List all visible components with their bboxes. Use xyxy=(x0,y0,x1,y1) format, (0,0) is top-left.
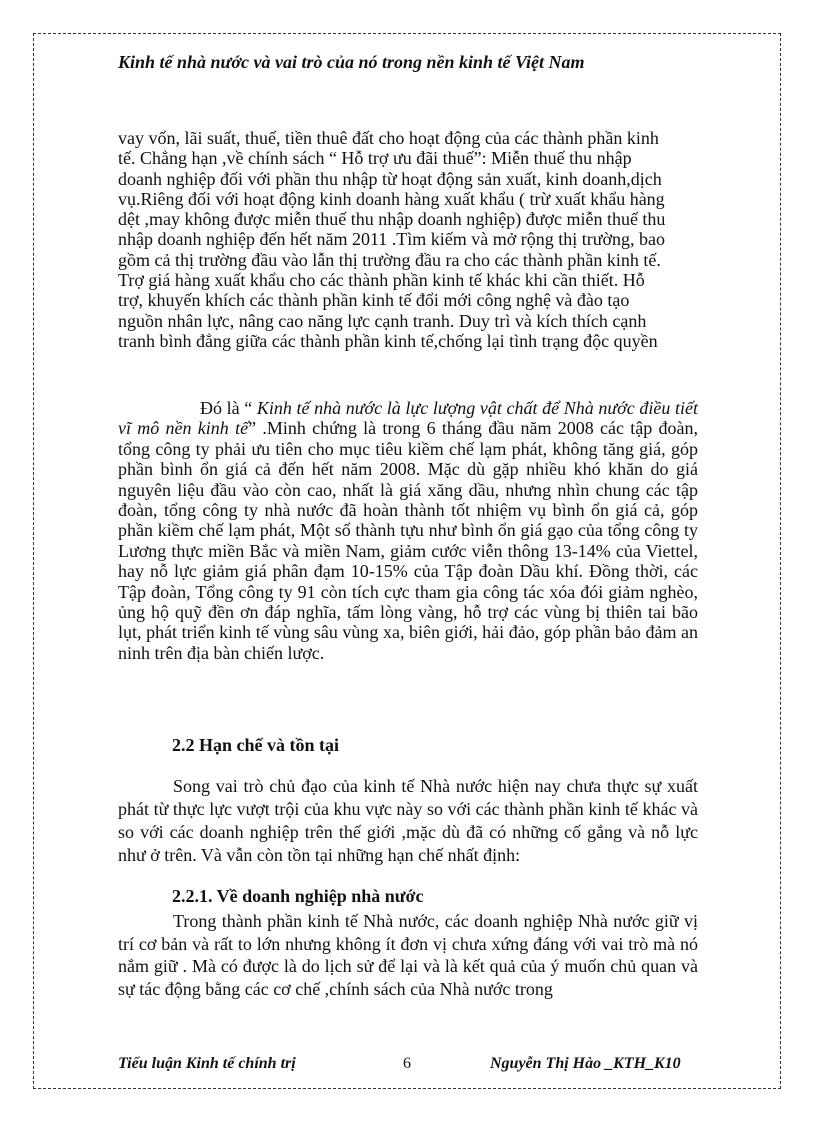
text-line: tranh bình đẳng giữa các thành phần kinh tế,chống lại tình trạng độc quyền xyxy=(118,330,658,351)
paragraph-1 xyxy=(118,128,698,351)
section-heading-2-2-1: 2.2.1. Về doanh nghiệp nhà nước xyxy=(172,886,424,906)
paragraph-2-quote: Kinh tế nhà nước là lực lượng vật chất để Nhà nước điều tiết vĩ mô nền kinh tế xyxy=(118,398,698,439)
text-line: nhập doanh nghiệp đến hết năm 2011 .Tìm kiếm và mở rộng thị trường, bao xyxy=(118,229,666,250)
text-line: Trợ giá hàng xuất khẩu cho các thành phần kinh tế khác khi cần thiết. Hỗ xyxy=(118,270,645,291)
footer-right: Nguyễn Thị Hào _KTH_K10 xyxy=(490,1055,681,1072)
text-line: vụ.Riêng đối với hoạt động kinh doanh hàng xuất khẩu ( trừ xuất khẩu hàng xyxy=(118,188,665,209)
text-line: tế. Chẳng hạn ,về chính sách “ Hỗ trợ ưu đãi thuế”: Miễn thuế thu nhập xyxy=(118,148,632,169)
footer-page-number: 6 xyxy=(403,1055,411,1072)
text-line: nguồn nhân lực, nâng cao năng lực cạnh tranh. Duy trì và kích thích cạnh xyxy=(118,310,647,331)
text-line: vay vốn, lãi suất, thuế, tiền thuê đất cho hoạt động của các thành phần kinh xyxy=(118,128,659,148)
section-heading-2-2: 2.2 Hạn chế và tồn tại xyxy=(172,735,340,755)
footer-left: Tiểu luận Kinh tế chính trị xyxy=(118,1055,296,1072)
text-line: doanh nghiệp đối với phần thu nhập từ hoạt động sản xuất, kinh doanh,dịch xyxy=(118,168,662,189)
text-line: trợ, khuyến khích các thành phần kinh tế đổi mới công nghệ và đào tạo xyxy=(118,290,630,311)
paragraph-2-lead: Đó là “ xyxy=(200,398,257,418)
page-header: Kinh tế nhà nước và vai trò của nó trong nền kinh tế Việt Nam xyxy=(118,52,585,72)
paragraph-2-rest: ” .Minh chứng là trong 6 tháng đầu năm 2008 các tập đoàn, tổng công ty phải ưu tiên cho mục tiêu kiềm chế lạm phát, không tăng giá, góp phần bình ổn giá cả đến hết năm 2008. Mặc dù gặp nhiều khó khăn do giá nguyên liệu đầu vào còn cao, nhất là giá xăng dầu, nhưng nhìn chung các tập đoàn, tổng công ty nhà nước đã hoàn thành tốt nhiệm vụ bình ổn giá cả, góp phần kiềm chế lạm phát, Một số thành tựu như bình ổn giá gạo của tổng công ty Lương thực miền Bắc và miền Nam, giảm cước viễn thông 13-14% của Viettel, hay nỗ lực giảm giá phân đạm 10-15% của Tập đoàn Dầu khí. Đồng thời, các Tập đoàn, Tổng công ty 91 còn tích cực tham gia công tác xóa đói giảm nghèo, ủng hộ quỹ đền ơn đáp nghĩa, tấm lòng vàng, hỗ trợ các vùng bị thiên tai bão lụt, phát triển kinh tế vùng sâu vùng xa, biên giới, hải đảo, góp phần bảo đảm an ninh trên địa bàn chiến lược. xyxy=(118,418,698,663)
paragraph-2 xyxy=(118,398,698,663)
paragraph-4: Trong thành phần kinh tế Nhà nước, các doanh nghiệp Nhà nước giữ vị trí cơ bản và rất to lớn nhưng không ít đơn vị chưa xứng đáng với vai trò mà nó nắm giữ . Mà có được là do lịch sử để lại và là kết quả của ý muốn chủ quan và sự tác động bằng các cơ chế ,chính sách của Nhà nước trong xyxy=(118,911,698,999)
text-line: gồm cả thị trường đầu vào lẫn thị trường đầu ra cho các thành phần kinh tế. xyxy=(118,249,661,270)
text-line: dệt ,may không được miễn thuế thu nhập doanh nghiệp) được miễn thuế thu xyxy=(118,209,666,230)
paragraph-3: Song vai trò chủ đạo của kinh tế Nhà nước hiện nay chưa thực sự xuất phát từ thực lực vượt trội của khu vực này so với các thành phần kinh tế khác và so với các doanh nghiệp trên thế giới ,mặc dù đã có những cố gắng và nỗ lực như ở trên. Và vẫn còn tồn tại những hạn chế nhất định: xyxy=(118,776,698,865)
